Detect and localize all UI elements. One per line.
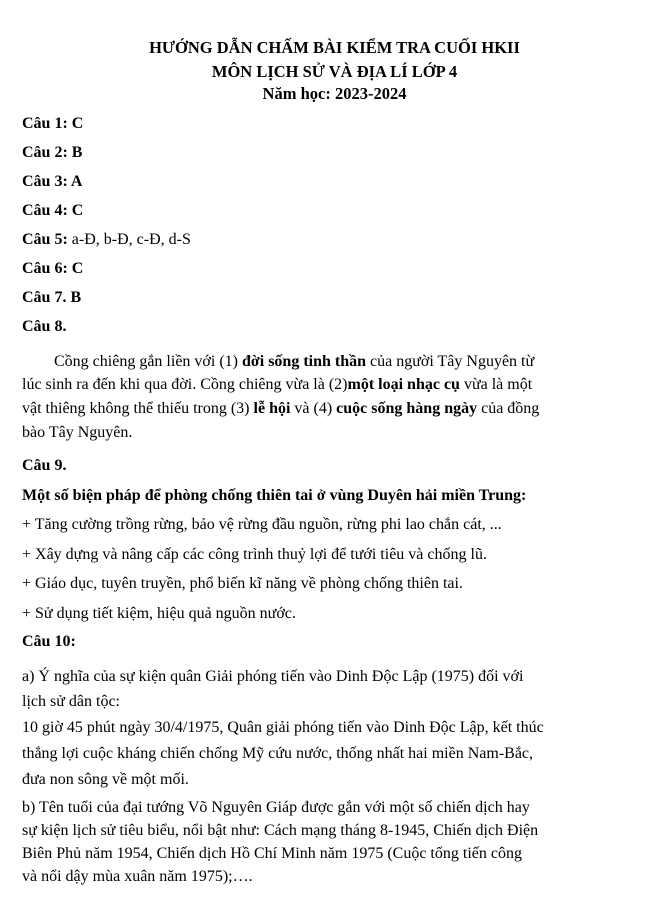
answer-q2: Câu 2: B bbox=[22, 144, 83, 161]
q10-b-line: b) Tên tuổi của đại tướng Võ Nguyên Giáp được gắn với một số chiến dịch hay bbox=[22, 799, 530, 816]
document-subtitle: MÔN LỊCH SỬ VÀ ĐỊA LÍ LỚP 4 bbox=[211, 62, 458, 81]
answer-q8-label: Câu 8. bbox=[22, 318, 67, 335]
q8-text: vừa là một bbox=[459, 376, 533, 393]
q8-text: lúc sinh ra đến khi qua đời. Cồng chiêng vừa là (2) bbox=[22, 376, 348, 393]
q10-b-line: Biên Phủ năm 1954, Chiến dịch Hồ Chí Minh năm 1975 (Cuộc tổng tiến công bbox=[22, 845, 522, 862]
q8-line-1 bbox=[54, 352, 534, 372]
q8-line-3 bbox=[22, 399, 539, 419]
q8-line-2 bbox=[22, 375, 532, 395]
q10-a-line: a) Ý nghĩa của sự kiện quân Giải phóng tiến vào Dinh Độc Lập (1975) đối với bbox=[22, 668, 524, 685]
answer-q3: Câu 3: A bbox=[22, 173, 83, 190]
q8-keyword: đời sống tinh thần bbox=[241, 353, 367, 370]
school-year: Năm học: 2023-2024 bbox=[262, 84, 407, 103]
answer-q5-value: a-Đ, b-Đ, c-Đ, d-S bbox=[67, 231, 191, 248]
q8-keyword: lễ hội bbox=[253, 400, 291, 417]
q8-text: vật thiêng không thể thiếu trong (3) bbox=[22, 400, 254, 417]
q8-keyword: một loại nhạc cụ bbox=[347, 376, 460, 393]
answer-q1: Câu 1: C bbox=[22, 115, 84, 132]
q9-item: + Giáo dục, tuyên truyền, phổ biến kĩ năng về phòng chống thiên tai. bbox=[22, 575, 463, 592]
q10-a-line: thắng lợi cuộc kháng chiến chống Mỹ cứu nước, thống nhất hai miền Nam-Bắc, bbox=[22, 745, 534, 762]
q8-text: Cồng chiêng gắn liền với (1) bbox=[54, 353, 242, 370]
q10-a-line: 10 giờ 45 phút ngày 30/4/1975, Quân giải phóng tiến vào Dinh Độc Lập, kết thúc bbox=[22, 719, 544, 736]
q9-heading: Một số biện pháp để phòng chống thiên tai ở vùng Duyên hải miền Trung: bbox=[22, 487, 527, 504]
q9-item: + Tăng cường trồng rừng, bảo vệ rừng đầu nguồn, rừng phi lao chắn cát, ... bbox=[22, 516, 502, 533]
q8-text: của đồng bbox=[477, 400, 540, 417]
q8-keyword: cuộc sống hàng ngày bbox=[336, 400, 478, 417]
q9-item: + Sử dụng tiết kiệm, hiệu quả nguồn nước. bbox=[22, 605, 296, 622]
answer-q5 bbox=[22, 230, 191, 250]
answer-q9-label: Câu 9. bbox=[22, 457, 67, 474]
answer-q5-label: Câu 5: bbox=[22, 231, 68, 248]
answer-q10-label: Câu 10: bbox=[22, 633, 76, 650]
q10-a-line: đưa non sông về một mối. bbox=[22, 771, 189, 788]
q8-text: và (4) bbox=[290, 400, 337, 417]
q10-a-line: lịch sử dân tộc: bbox=[22, 693, 120, 710]
answer-q4: Câu 4: C bbox=[22, 202, 84, 219]
q10-b-line: và nổi dậy mùa xuân năm 1975);…. bbox=[22, 868, 253, 885]
q10-b-line: sự kiện lịch sử tiêu biểu, nổi bật như: Cách mạng tháng 8-1945, Chiến dịch Điện bbox=[22, 822, 539, 839]
answer-q7: Câu 7. B bbox=[22, 289, 82, 306]
q9-item: + Xây dựng và nâng cấp các công trình thuỷ lợi để tưới tiêu và chống lũ. bbox=[22, 546, 487, 563]
q8-line-4: bào Tây Nguyên. bbox=[22, 424, 133, 441]
q8-text: của người Tây Nguyên từ bbox=[366, 353, 535, 370]
answer-q6: Câu 6: C bbox=[22, 260, 84, 277]
document-title: HƯỚNG DẪN CHẤM BÀI KIỂM TRA CUỐI HKII bbox=[149, 38, 520, 57]
